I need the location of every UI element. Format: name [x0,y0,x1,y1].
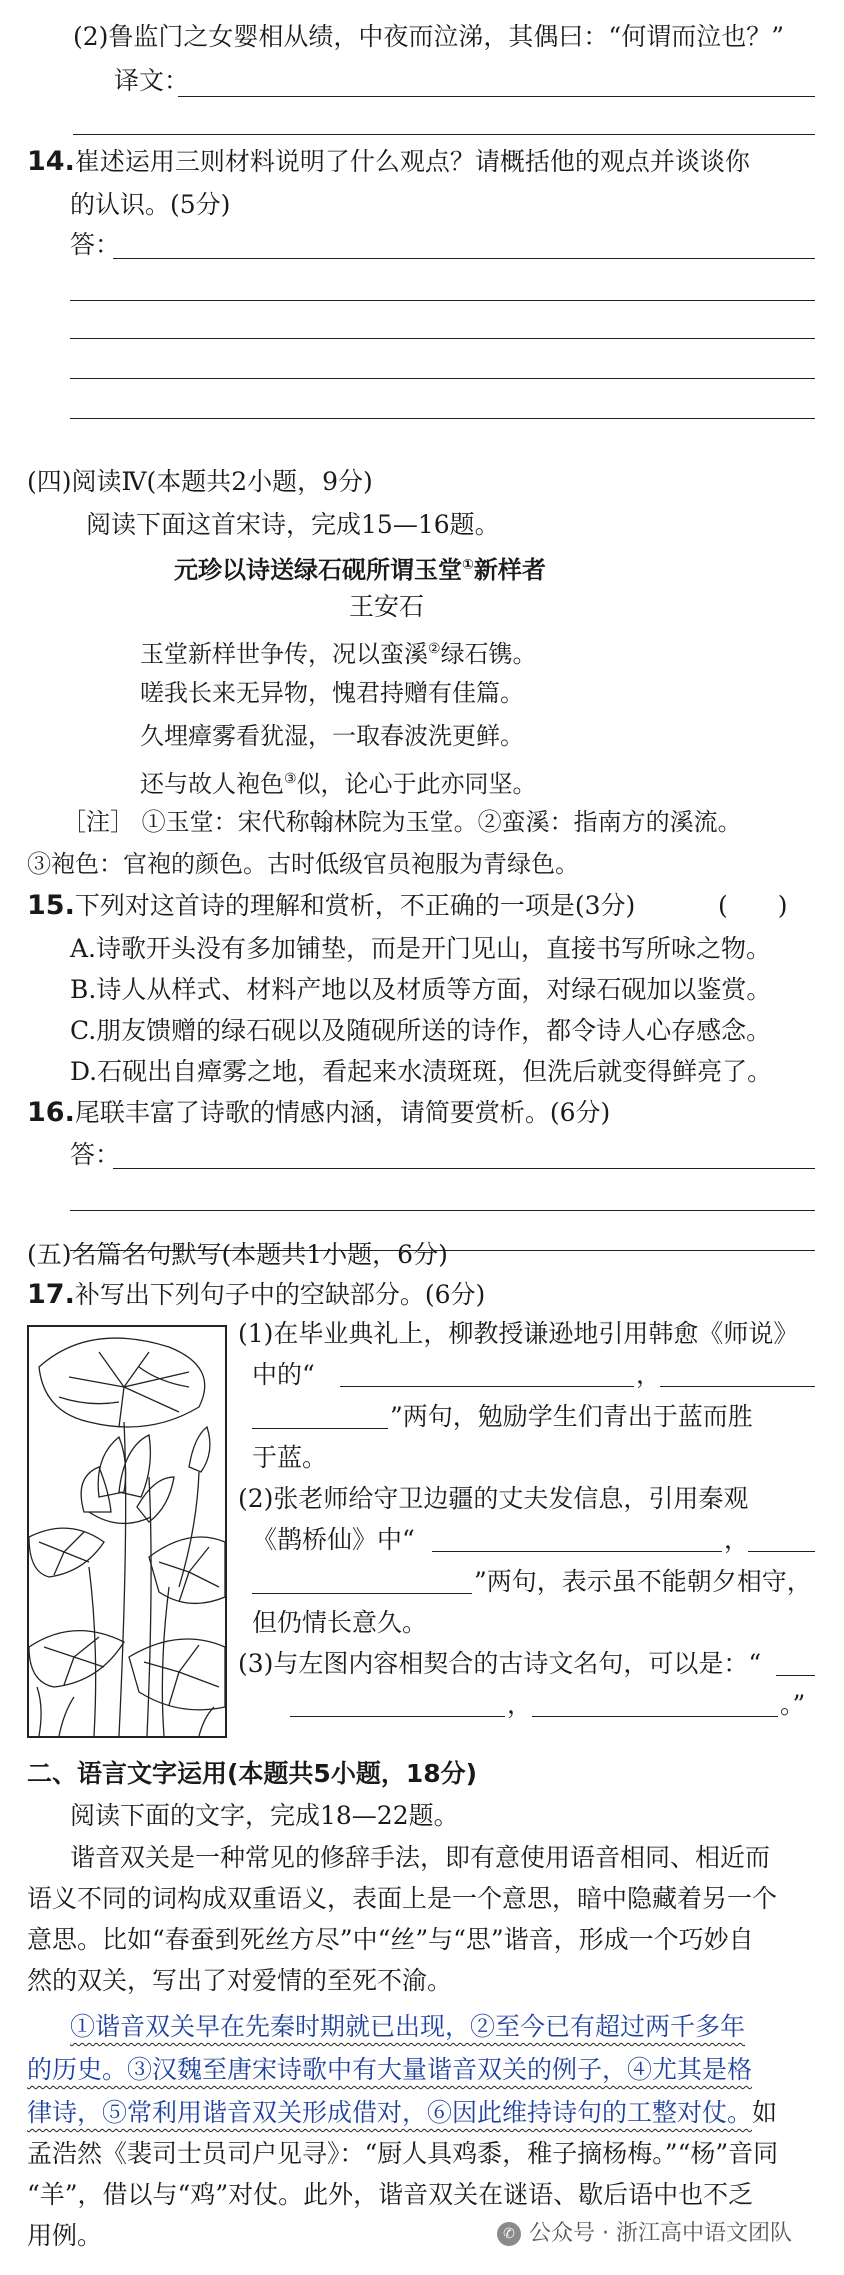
q15-stem: 15.下列对这首诗的理解和赏析，不正确的一项是(3分) [27,890,636,921]
part2-para1-line3: 意思。比如“春蚕到死丝方尽”中“丝”与“思”谐音，形成一个巧妙自 [27,1925,754,1954]
fill-blank[interactable] [252,1593,472,1594]
fill-blank[interactable] [660,1386,815,1387]
lotus-painting [27,1325,227,1738]
q15-answer-paren[interactable]: ( ) [718,891,788,920]
part2-para2-line6: 用例。 [27,2221,103,2250]
lotus-illustration [29,1327,225,1736]
q16-stem: 16.尾联丰富了诗歌的情感内涵，请简要赏析。(6分) [27,1097,611,1128]
fill-blank[interactable] [290,1716,505,1717]
answer-line[interactable] [70,378,815,379]
answer-line[interactable] [70,300,815,301]
part2-para2-line2: 的历史。③汉魏至唐宋诗歌中有大量谐音双关的例子，④尤其是格 [27,2055,753,2084]
poem-line-4: 还与故人袍色③似，论心于此亦同坚。 [140,770,537,798]
question-number: 15. [27,890,75,921]
q17-stem: 17.补写出下列句子中的空缺部分。(6分) [27,1279,486,1310]
part2-para2-line1: ①谐音双关早在先秦时期就已出现，②至今已有超过两千多年 [70,2012,746,2041]
q17-p2-comma: ， [724,1525,750,1554]
q13-translation-label: 译文： [114,66,190,95]
q17-p3-comma: ， [507,1690,533,1719]
part2-para2-line3: 律诗，⑤常利用谐音双关形成借对，⑥因此维持诗句的工整对仗。如 [27,2098,778,2127]
answer-line[interactable] [70,338,815,339]
q17-p1-line3: ”两句，勉励学生们青出于蓝而胜 [390,1402,753,1431]
wechat-icon: ✆ [497,2222,521,2246]
fill-blank[interactable] [532,1716,778,1717]
q17-p1-line4: 于蓝。 [252,1443,328,1472]
q17-p1-line1: (1)在毕业典礼上，柳教授谦逊地引用韩愈《师说》 [238,1319,799,1348]
q17-p2-line2-start: 《鹊桥仙》中“ [252,1525,415,1554]
poem-line-2: 嗟我长来无异物，愧君持赠有佳篇。 [140,679,524,707]
q17-p1-line2-start: 中的“ [252,1360,315,1389]
q17-p2-line1: (2)张老师给守卫边疆的丈夫发信息，引用秦观 [238,1484,749,1513]
part2-header: 二、语言文字运用(本题共5小题，18分) [27,1759,478,1788]
q15-option-c: C.朋友馈赠的绿石砚以及随砚所送的诗作，都令诗人心存感念。 [70,1016,772,1045]
answer-line[interactable] [73,134,815,135]
question-number: 17. [27,1279,75,1310]
answer-line[interactable] [113,258,815,259]
poem-line-1: 玉堂新样世争传，况以蛮溪②绿石镌。 [140,640,537,668]
q13-item2: (2)鲁监门之女婴相从绩，中夜而泣涕，其偶曰：“何谓而泣也？” [73,22,784,51]
q17-p3-end: 。” [780,1690,806,1719]
fill-blank[interactable] [252,1428,388,1429]
watermark-text: 公众号 · 浙江高中语文团队 [529,2221,792,2246]
reading4-header: (四)阅读Ⅳ(本题共2小题，9分) [27,467,373,496]
fill-blank[interactable] [748,1551,815,1552]
answer-line[interactable] [113,1168,815,1169]
question-number: 16. [27,1097,75,1128]
poem-author: 王安石 [349,592,425,621]
q14-line1: 14.崔述运用三则材料说明了什么观点？请概括他的观点并谈谈你 [27,146,750,177]
watermark [497,2216,792,2247]
poem-title: 元珍以诗送绿石砚所谓玉堂①新样者 [174,556,546,584]
poem-notes-line2: ③袍色：官袍的颜色。古时低级官员袍服为青绿色。 [27,850,579,878]
q17-p1-comma: ， [636,1360,662,1389]
part2-para2-line4: 孟浩然《裴司士员司户见寻》：“厨人具鸡黍，稚子摘杨梅。”“杨”音同 [27,2139,779,2168]
answer-line[interactable] [178,96,815,97]
part2-instruction: 阅读下面的文字，完成18—22题。 [70,1801,459,1830]
fill-blank[interactable] [432,1551,722,1552]
part2-para1-line1: 谐音双关是一种常见的修辞手法，即有意使用语音相同、相近而 [70,1843,771,1872]
q14-answer-label: 答： [70,230,121,259]
q17-p2-line3: ”两句，表示虽不能朝夕相守， [474,1567,812,1596]
section5-header: (五)名篇名句默写(本题共1小题，6分) [27,1240,448,1269]
q15-option-d: D.石砚出自瘴雾之地，看起来水渍斑斑，但洗后就变得鲜亮了。 [70,1057,773,1086]
q15-option-a: A.诗歌开头没有多加铺垫，而是开门见山，直接书写所咏之物。 [70,934,772,963]
question-number: 14. [27,146,75,177]
poem-notes-line1: ［注］ ①玉堂：宋代称翰林院为玉堂。②蛮溪：指南方的溪流。 [62,808,742,836]
q17-p2-line4: 但仍情长意久。 [252,1608,428,1637]
q15-option-b: B.诗人从样式、材料产地以及材质等方面，对绿石砚加以鉴赏。 [70,975,772,1004]
q14-line2: 的认识。(5分) [70,190,231,219]
part2-para1-line2: 语义不同的词构成双重语义，表面上是一个意思，暗中隐藏着另一个 [27,1884,778,1913]
poem-line-3: 久埋瘴雾看犹湿，一取春波洗更鲜。 [140,722,524,750]
answer-line[interactable] [70,1210,815,1211]
reading4-instruction: 阅读下面这首宋诗，完成15—16题。 [86,510,500,539]
q16-answer-label: 答： [70,1140,121,1169]
part2-para2-line5: “羊”，借以与“鸡”对仗。此外，谐音双关在谜语、歇后语中也不乏 [27,2180,754,2209]
fill-blank[interactable] [340,1386,634,1387]
part2-para1-line4: 然的双关，写出了对爱情的至死不渝。 [27,1966,453,1995]
q17-p3-line1: (3)与左图内容相契合的古诗文名句，可以是：“ [238,1649,762,1678]
answer-line[interactable] [70,418,815,419]
fill-blank[interactable] [776,1675,815,1676]
